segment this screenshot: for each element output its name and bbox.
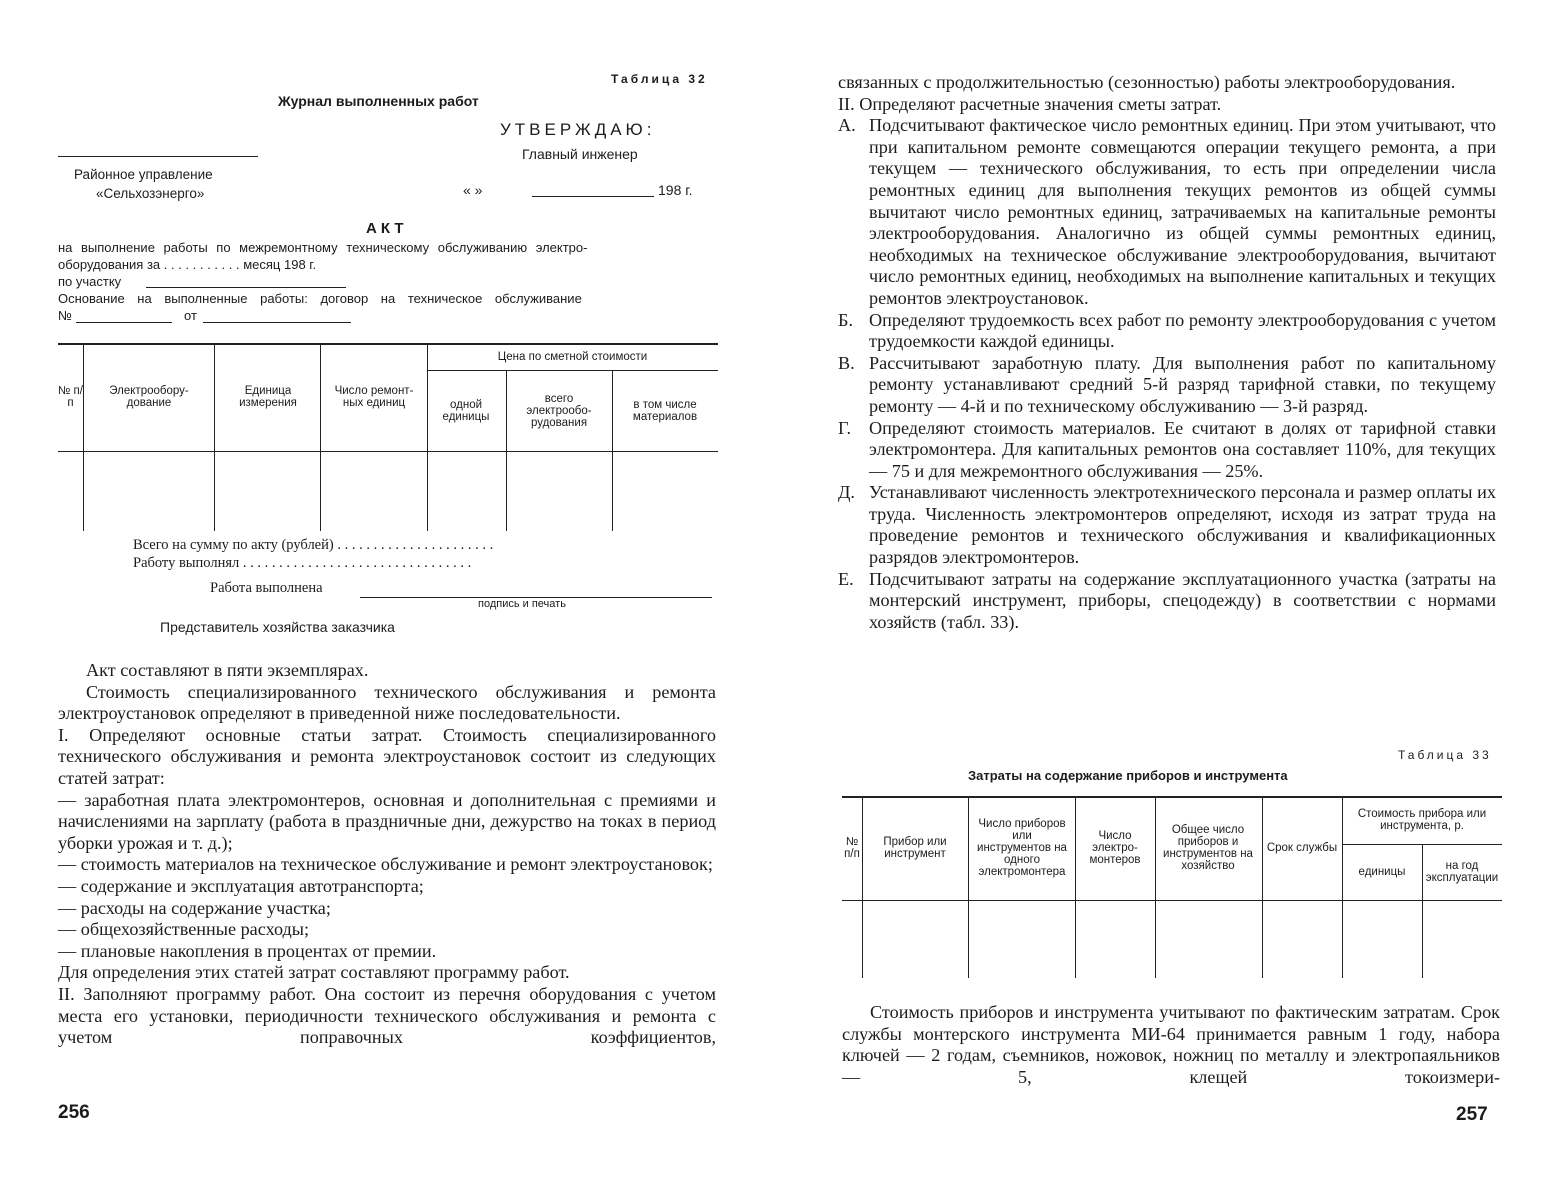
list-text: Подсчитывают затраты на содержание эксплуатационного участка (затраты на монтерский инструмент, приборы, спецодежду) в соответствии с нормами хозяйств (табл. 33). <box>869 568 1496 632</box>
date-quotes: « » <box>463 182 483 198</box>
act-line1: на выполнение работы по межремонтному техническому обслуживанию электро- <box>58 240 588 255</box>
col-one-unit: одной единицы <box>442 398 490 423</box>
left-p11: II. Заполняют программу работ. Она состоит из перечня оборудования с учетом места его установки, периодичности технического обслуживания и ремонта с учетом поправочных коэффициентов, <box>58 983 716 1048</box>
page-number-right: 257 <box>1456 1104 1488 1125</box>
date-line <box>532 196 654 197</box>
left-p9: — плановые накопления в процентах от премии. <box>58 940 437 961</box>
right-p-last: Стоимость приборов и инструмента учитывают по фактическим затратам. Срок службы монтерского инструмента МИ-64 принимается равным 1 году, набора ключей — 2 годам, съемников, ножовок, ножниц по металлу и электропаяльников — 5, клещей токоизмери- <box>842 1002 1500 1087</box>
customer-rep: Представитель хозяйства заказчика <box>160 619 395 635</box>
list-mark: Г. <box>838 417 852 438</box>
col-total: всего электрообо- рудования <box>526 392 592 429</box>
total-sum: Всего на сумму по акту (рублей) . . . . . . . . . . . . . . . . . . . . . . <box>133 537 494 553</box>
chief-engineer: Главный инженер <box>522 146 638 162</box>
journal-title: Журнал выполненных работ <box>278 93 479 109</box>
table-label: Таблица 32 <box>611 72 708 86</box>
table-label-33: Таблица 33 <box>1398 748 1492 762</box>
act-line5-no: № <box>58 308 72 323</box>
left-p4: — заработная плата электромонтеров, основная и дополнительная с премиями и начислениями на зарплату (работа в праздничные дни, дежурство на токах в период уборки урожая и т. д.); <box>58 789 716 853</box>
col-total-33: Общее число приборов и инструментов на хозяйство <box>1163 824 1253 872</box>
list-item-b <box>838 310 1496 353</box>
col-cost-group: Стоимость прибора или инструмента, р. <box>1357 808 1487 832</box>
col-unit: Единица измерения <box>239 385 297 409</box>
list-mark: Е. <box>838 568 854 589</box>
right-last-paragraph <box>842 1002 1500 1088</box>
list-mark: Б. <box>838 309 853 330</box>
col-workers: Число электро- монтеров <box>1089 830 1141 866</box>
col-equipment: Электрообору- дование <box>109 385 189 409</box>
left-p2: Стоимость специализированного технического обслуживания и ремонта электроустановок определяют в приведенной ниже последовательности. <box>58 681 716 724</box>
list-text: Рассчитывают заработную плату. Для выполнения работ по капитальному ремонту устанавливают средний 5-й разряд тарифной ставки, по текущему ремонту — 4-й и по техническому обслуживанию — 3-й разряд. <box>869 352 1496 416</box>
right-body <box>838 72 1496 633</box>
col-per-worker: Число приборов или инструментов на одного электромонтера <box>977 818 1067 878</box>
list-item-v <box>838 353 1496 418</box>
act-line5-from: от <box>184 308 197 323</box>
date-year: 198 г. <box>658 182 693 198</box>
plot-line <box>146 287 346 288</box>
list-item-d <box>838 482 1496 568</box>
col-device: Прибор или инструмент <box>883 836 947 860</box>
work-done-by: Работу выполнял . . . . . . . . . . . . . . . . . . . . . . . . . . . . . . . . <box>133 555 472 571</box>
left-p5: — стоимость материалов на техническое обслуживание и ремонт электроустановок; <box>58 854 713 875</box>
col-repair-units: Число ремонт- ных единиц <box>334 385 414 409</box>
contract-no-line <box>76 322 172 323</box>
list-item-e <box>838 569 1496 634</box>
list-mark: Д. <box>838 482 855 503</box>
col-life: Срок службы <box>1266 842 1338 854</box>
act-line2: оборудования за . . . . . . . . . . . месяц 198 г. <box>58 257 317 272</box>
left-p8: — общехозяйственные расходы; <box>58 919 310 940</box>
left-p6: — содержание и эксплуатация автотранспорта; <box>58 875 424 896</box>
right-p1: II. Определяют расчетные значения сметы затрат. <box>838 93 1222 114</box>
list-item-g <box>838 418 1496 483</box>
list-text: Определяют трудоемкость всех работ по ремонту электрооборудования с учетом трудоемкости каждой единицы. <box>869 309 1496 352</box>
col-unit-33: единицы <box>1358 866 1406 878</box>
col-materials: в том числе материалов <box>632 398 698 423</box>
left-p1: Акт составляют в пяти экземплярах. <box>86 660 369 680</box>
list-mark: А. <box>838 115 856 136</box>
right-page <box>770 0 1547 1198</box>
list-text: Устанавливают численность электротехнического персонала и размер оплаты их труда. Численность электромонтеров определяют, исходя из затрат труда на проведение ремонтов и технического обслуживания и квалификационных разрядов электромонтеров. <box>869 482 1496 568</box>
col-num: № п/п <box>58 385 83 409</box>
work-completed: Работа выполнена <box>210 580 323 596</box>
left-body <box>58 660 716 1049</box>
approve-heading: УТВЕРЖДАЮ: <box>500 120 656 139</box>
right-p0: связанных с продолжительностью (сезонностью) работы электрооборудования. <box>838 72 1456 92</box>
contract-date-line <box>203 322 351 323</box>
act-title: АКТ <box>366 220 408 237</box>
act-line3: по участку <box>58 274 122 289</box>
org-line <box>58 156 258 157</box>
left-p3: I. Определяют основные статьи затрат. Стоимость специализированного технического обслуживания и ремонта электроустановок состоит из следующих статей затрат: <box>58 724 716 788</box>
org-line2: «Сельхозэнерго» <box>96 186 205 201</box>
left-p10: Для определения этих статей затрат составляют программу работ. <box>58 962 570 983</box>
act-line4: Основание на выполненные работы: договор на техническое обслуживание <box>58 291 582 306</box>
col-price-group: Цена по сметной стоимости <box>497 350 648 363</box>
signature-caption: подпись и печать <box>478 598 566 610</box>
org-line1: Районное управление <box>74 167 213 182</box>
left-page <box>0 0 760 1198</box>
col-year: на год эксплуатации <box>1425 860 1499 884</box>
list-text: Определяют стоимость материалов. Ее считают в долях от тарифной ставки электромонтера. Для капитальных ремонтов она составляет 110%, для текущих — 75 и для межремонтного обслуживания — 25%. <box>869 417 1496 481</box>
table-title-33: Затраты на содержание приборов и инструмента <box>968 768 1288 783</box>
col-num-33: № п/п <box>844 836 860 860</box>
list-text: Подсчитывают фактическое число ремонтных единиц. При этом учитывают, что при капитальном ремонте совмещаются операции текущего ремонта, а при текущем — технического обслуживания, то есть при определении числа ремонтных единиц для выполнения текущих ремонтов из общей суммы вычитают число ремонтных единиц, затрачиваемых на капитальные ремонты электрооборудования. Аналогично из общей суммы ремонтных единиц, необходимых на техническое обслуживание электрооборудования, вычитают число ремонтных единиц, необходимых на выполнение капитальных и текущих ремонтов электроустановок. <box>869 115 1496 308</box>
list-mark: В. <box>838 352 855 373</box>
page-number: 256 <box>58 1102 90 1123</box>
left-p7: — расходы на содержание участка; <box>58 897 331 918</box>
list-item-a <box>838 115 1496 309</box>
